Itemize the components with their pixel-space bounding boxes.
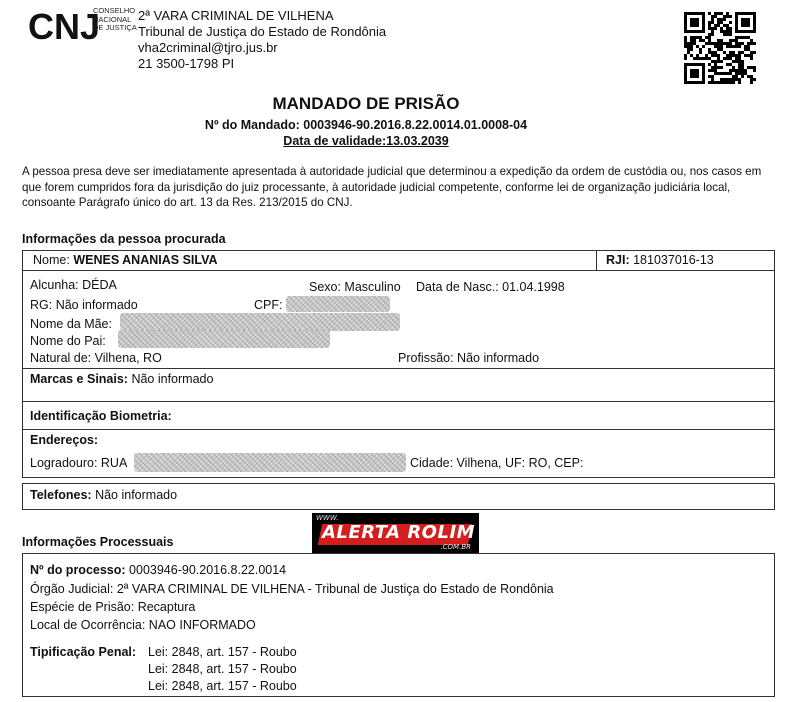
qr-module [714,15,717,18]
qr-module [729,30,732,33]
qr-module [708,48,711,51]
qr-module [747,75,750,78]
qr-module [720,18,723,21]
qr-module [750,39,753,42]
name-label: Nome: [33,253,70,267]
cpf-redacted [286,296,390,312]
qr-module [750,54,753,57]
qr-module [738,36,741,39]
qr-module [717,39,720,42]
qr-module [714,72,717,75]
qr-module [699,39,702,42]
street-label: Logradouro: RUA [30,456,128,470]
qr-module [717,66,720,69]
qr-module [720,66,723,69]
phones-field [30,488,177,502]
qr-module [750,57,753,60]
arrest-type-field: Espécie de Prisão: Recaptura [30,600,196,614]
qr-module [735,54,738,57]
qr-module [717,54,720,57]
watermark-domain: .COM.BR [440,543,471,551]
qr-module [720,30,723,33]
process-number-label: Nº do processo: [30,563,126,577]
qr-module [753,78,756,81]
qr-module [729,21,732,24]
qr-module [744,36,747,39]
qr-module [726,45,729,48]
watermark-brand: ALERTA ROLIM [322,522,476,543]
marks-field [30,372,213,386]
qr-module [744,54,747,57]
qr-module [693,39,696,42]
rji-value: 181037016-13 [633,253,714,267]
qr-module [690,36,693,39]
qr-module [690,54,693,57]
qr-module [696,36,699,39]
qr-module [693,36,696,39]
qr-module [753,66,756,69]
qr-module [723,15,726,18]
qr-module [711,30,714,33]
occurrence-location-field: Local de Ocorrência: NAO INFORMADO [30,618,256,632]
qr-module [714,51,717,54]
qr-module [735,75,738,78]
qr-module [714,27,717,30]
qr-module [720,45,723,48]
qr-module [717,57,720,60]
qr-module [717,12,720,15]
qr-module [684,39,687,42]
qr-module [690,48,693,51]
qr-module [708,57,711,60]
qr-module [753,51,756,54]
intro-paragraph: A pessoa presa deve ser imediatamente apresentada à autoridade judicial que determinou a expedição da ordem de custódia ou, nos casos em que forem cumpridos fora da jurisdição do juiz processante, à autoridade judicial competente, conforme lei de organização judiciária local, consoante Parágrafo único do art. 13 da Res. 213/2015 do CNJ. [22,165,762,209]
court-email: vha2criminal@tjro.jus.br [138,40,278,55]
qr-module [729,54,732,57]
document-title: MANDADO DE PRISÃO [272,94,460,113]
qr-module [696,57,699,60]
qr-module [732,81,735,84]
sex-field: Sexo: Masculino [309,280,401,294]
qr-module [723,51,726,54]
qr-module [702,39,705,42]
cnj-org-name [93,7,137,33]
qr-module [714,69,717,72]
cpf-label: CPF: [254,298,283,312]
qr-module [723,57,726,60]
qr-module [711,66,714,69]
qr-module [690,42,693,45]
validity-date [0,134,732,148]
qr-module [726,54,729,57]
qr-module [720,81,723,84]
qr-module [720,39,723,42]
qr-module [720,72,723,75]
city-field: Cidade: Vilhena, UF: RO, CEP: [410,456,584,470]
qr-module [711,81,714,84]
qr-module [741,42,744,45]
qr-module [747,48,750,51]
mother-label: Nome da Mãe: [30,317,112,331]
qr-module [738,57,741,60]
qr-module [708,27,711,30]
qr-module [729,39,732,42]
qr-module [720,42,723,45]
qr-module [735,72,738,75]
qr-module [705,42,708,45]
qr-module [705,57,708,60]
qr-module [720,78,723,81]
qr-module [711,21,714,24]
qr-module [699,48,702,51]
qr-module [684,54,687,57]
qr-module [717,48,720,51]
alerta-rolim-watermark [312,513,479,553]
qr-module [726,72,729,75]
qr-module [708,42,711,45]
qr-module [732,75,735,78]
process-number-value: 0003946-90.2016.8.22.0014 [129,563,287,577]
qr-module [741,60,744,63]
qr-module [684,57,687,60]
qr-module [729,15,732,18]
qr-module [687,48,690,51]
qr-module [714,63,717,66]
tribunal-name: Tribunal de Justiça do Estado de Rondônia [138,24,387,39]
qr-module [738,45,741,48]
qr-module [747,36,750,39]
qr-code [684,12,756,84]
qr-module [720,12,723,15]
process-section-title: Informações Processuais [22,535,174,549]
qr-module [684,42,687,45]
qr-module [711,27,714,30]
qr-module [750,75,753,78]
qr-module [711,18,714,21]
qr-module [732,39,735,42]
qr-module [729,78,732,81]
rji-label: RJI: [606,253,630,267]
qr-module [708,24,711,27]
qr-module [726,63,729,66]
qr-module [717,24,720,27]
qr-module [702,57,705,60]
qr-module [714,54,717,57]
qr-module [744,69,747,72]
qr-module [708,75,711,78]
qr-module [714,12,717,15]
birthplace-field: Natural de: Vilhena, RO [30,351,162,365]
qr-module [747,42,750,45]
qr-module [735,69,738,72]
qr-finder [741,18,750,27]
qr-module [738,63,741,66]
street-redacted [134,453,406,472]
marks-label: Marcas e Sinais: [30,372,128,386]
qr-module [708,36,711,39]
penal-item: Lei: 2848, art. 157 - Roubo [148,679,297,693]
qr-module [747,54,750,57]
qr-module [708,21,711,24]
biometrics-label: Identificação Biometria: [30,409,172,423]
penal-item: Lei: 2848, art. 157 - Roubo [148,662,297,676]
qr-module [738,42,741,45]
cnj-logo-text: CNJ [28,6,101,47]
qr-module [750,81,753,84]
qr-module [735,36,738,39]
qr-module [741,63,744,66]
rji-field [606,253,714,267]
qr-module [711,15,714,18]
qr-module [729,63,732,66]
qr-module [753,69,756,72]
qr-module [723,78,726,81]
qr-module [711,60,714,63]
qr-module [741,51,744,54]
alias-field: Alcunha: DÉDA [30,278,117,292]
name-value: WENES ANANIAS SILVA [73,253,218,267]
qr-module [711,75,714,78]
qr-module [714,42,717,45]
qr-module [726,30,729,33]
qr-module [723,81,726,84]
qr-module [699,36,702,39]
qr-finder [690,18,699,27]
qr-module [732,66,735,69]
person-section-title: Informações da pessoa procurada [22,232,226,246]
qr-module [693,57,696,60]
qr-module [717,81,720,84]
qr-module [729,57,732,60]
qr-module [741,66,744,69]
qr-module [711,33,714,36]
phones-label: Telefones: [30,488,92,502]
qr-module [738,69,741,72]
qr-module [729,42,732,45]
qr-module [732,45,735,48]
qr-module [714,45,717,48]
court-name: 2ª VARA CRIMINAL DE VILHENA [138,8,334,23]
father-name-redacted [118,330,330,348]
qr-module [738,66,741,69]
warrant-number [0,118,732,132]
qr-finder [690,69,699,78]
qr-module [720,60,723,63]
qr-module [726,42,729,45]
qr-module [699,57,702,60]
court-phone: 21 3500-1798 PI [138,56,235,71]
rg-field: RG: Não informado [30,298,138,312]
qr-module [741,75,744,78]
qr-module [732,78,735,81]
qr-module [738,54,741,57]
mother-name-redacted [120,313,400,331]
cnj-org-line: NACIONAL [93,14,132,24]
qr-module [741,36,744,39]
qr-module [735,39,738,42]
qr-module [708,12,711,15]
qr-module [723,72,726,75]
qr-module [729,27,732,30]
qr-module [729,69,732,72]
validity-label: Data de validade: [283,134,387,148]
qr-module [690,45,693,48]
penal-item: Lei: 2848, art. 157 - Roubo [148,645,297,659]
qr-module [684,45,687,48]
qr-module [750,78,753,81]
qr-module [735,45,738,48]
qr-module [729,33,732,36]
qr-module [711,42,714,45]
qr-module [696,54,699,57]
qr-module [753,42,756,45]
qr-module [729,45,732,48]
qr-module [723,33,726,36]
qr-module [717,60,720,63]
addresses-label: Endereços: [30,433,99,447]
qr-module [708,63,711,66]
qr-module [726,12,729,15]
qr-module [729,51,732,54]
qr-module [723,30,726,33]
qr-module [735,42,738,45]
qr-module [690,39,693,42]
qr-module [696,45,699,48]
qr-module [726,78,729,81]
father-label: Nome do Pai: [30,334,106,348]
qr-module [711,78,714,81]
qr-module [708,39,711,42]
qr-module [699,51,702,54]
qr-module [723,24,726,27]
cnj-org-line: DE JUSTIÇA [93,23,137,33]
qr-module [711,51,714,54]
qr-module [750,51,753,54]
watermark-www: WWW. [316,514,339,522]
judicial-organ-field: Órgão Judicial: 2ª VARA CRIMINAL DE VILHENA - Tribunal de Justiça do Estado de Rondônia [30,582,554,596]
qr-module [717,72,720,75]
qr-module [738,78,741,81]
court-info [138,8,386,72]
qr-module [741,69,744,72]
qr-module [708,81,711,84]
qr-module [732,60,735,63]
qr-module [708,51,711,54]
qr-module [714,24,717,27]
cnj-logo [28,6,101,47]
qr-module [729,72,732,75]
qr-module [738,60,741,63]
name-row-divider [596,250,597,271]
qr-module [702,45,705,48]
qr-module [684,36,687,39]
warrant-number-label: Nº do Mandado: [204,118,300,132]
qr-module [750,66,753,69]
qr-module [714,60,717,63]
birth-date-field: Data de Nasc.: 01.04.1998 [416,280,565,294]
qr-module [711,54,714,57]
qr-module [708,33,711,36]
qr-module [687,45,690,48]
validity-value: 13.03.2039 [386,134,449,148]
qr-module [738,72,741,75]
qr-module [747,45,750,48]
qr-module [687,51,690,54]
qr-module [708,69,711,72]
penal-label: Tipificação Penal: [30,645,137,659]
qr-module [735,78,738,81]
qr-module [714,81,717,84]
qr-module [732,69,735,72]
phones-value: Não informado [95,488,178,502]
profession-field: Profissão: Não informado [398,351,540,365]
qr-module [735,57,738,60]
qr-module [687,42,690,45]
qr-module [693,42,696,45]
qr-module [705,54,708,57]
qr-module [717,21,720,24]
qr-module [726,15,729,18]
qr-module [732,51,735,54]
qr-module [720,21,723,24]
qr-module [744,45,747,48]
warrant-number-value: 0003946-90.2016.8.22.0014.01.0008-04 [303,118,528,132]
qr-module [741,72,744,75]
qr-module [726,57,729,60]
qr-module [726,24,729,27]
qr-module [717,18,720,21]
qr-module [726,81,729,84]
qr-module [738,51,741,54]
qr-module [732,54,735,57]
qr-module [729,81,732,84]
qr-module [726,33,729,36]
qr-module [711,69,714,72]
qr-module [717,42,720,45]
qr-module [726,27,729,30]
process-number-field [30,563,286,577]
qr-module [717,45,720,48]
qr-module [720,27,723,30]
qr-module [747,66,750,69]
qr-module [720,48,723,51]
qr-module [705,36,708,39]
qr-module [750,42,753,45]
qr-module [735,60,738,63]
qr-module [744,48,747,51]
qr-module [738,81,741,84]
qr-module [723,18,726,21]
name-field [33,253,218,267]
cnj-org-line: CONSELHO [93,6,136,15]
qr-module [744,72,747,75]
qr-module [723,42,726,45]
qr-module [714,66,717,69]
marks-value: Não informado [131,372,214,386]
